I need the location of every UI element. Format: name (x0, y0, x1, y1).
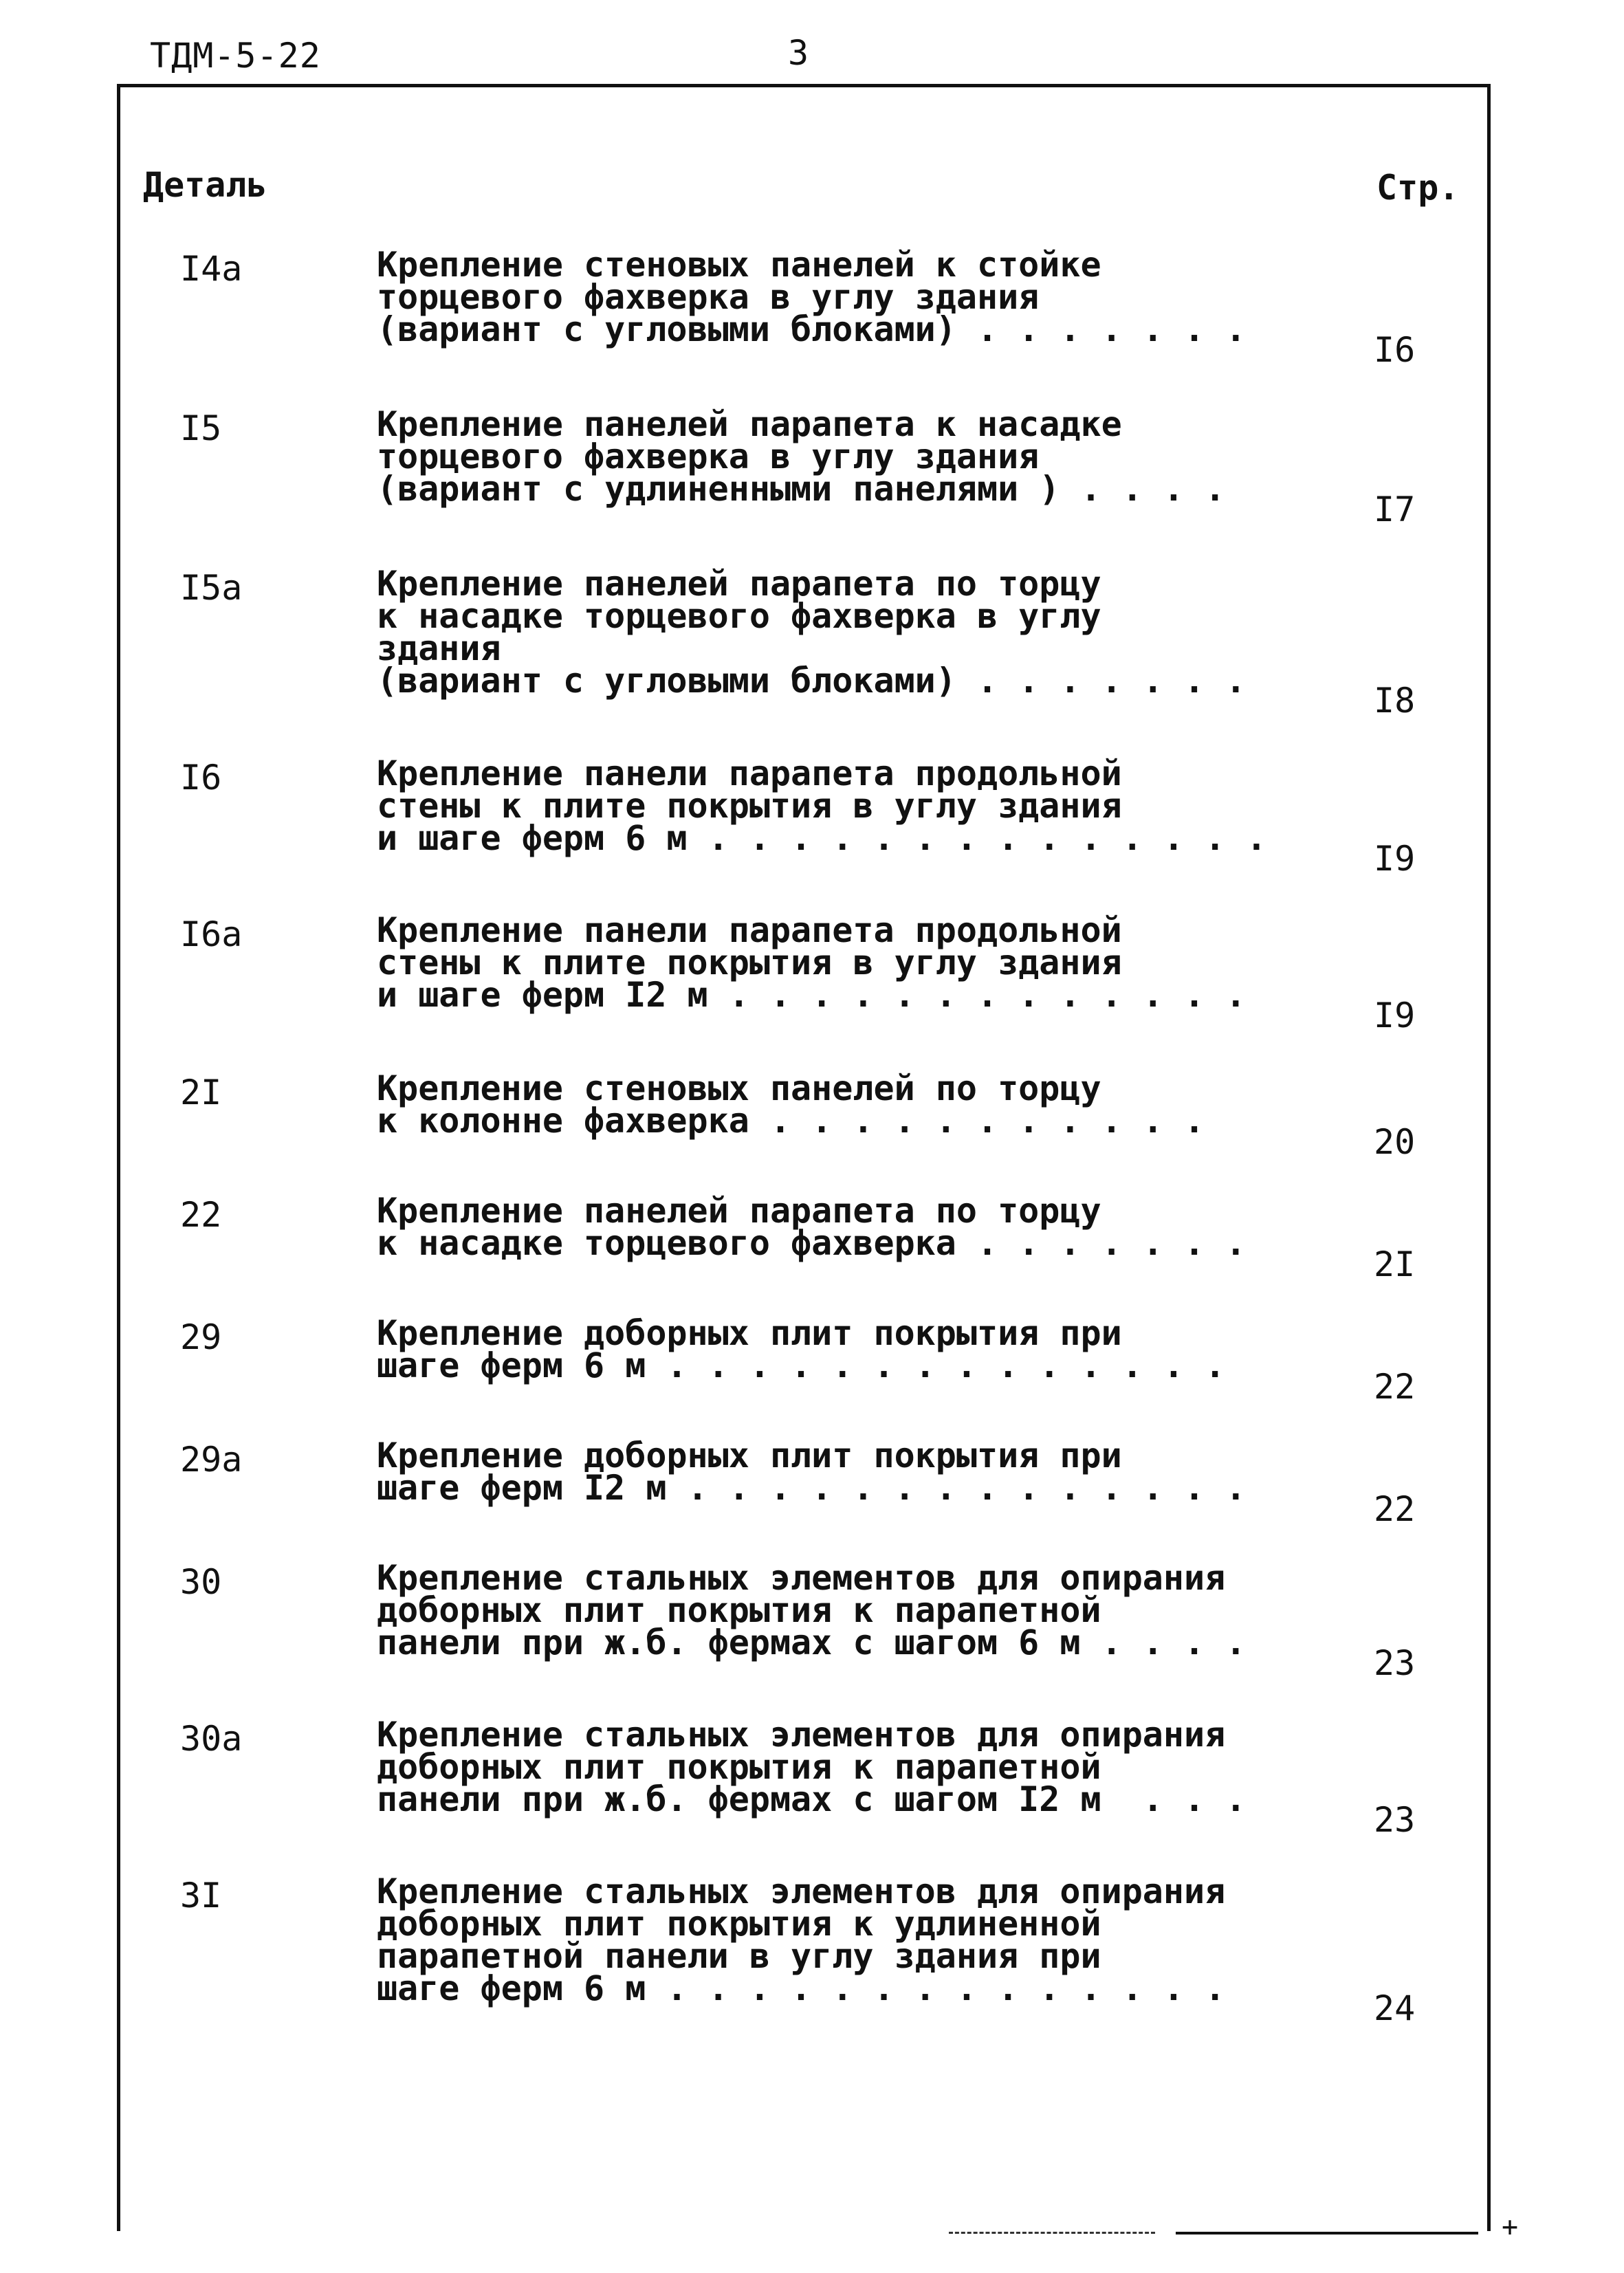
dot-leader: . . . . (1080, 1623, 1247, 1662)
entry-line-last (377, 975, 1284, 1015)
page-number: 3 (788, 33, 809, 73)
detail-number: I6a (180, 914, 243, 954)
entry-line: здания (377, 628, 501, 668)
detail-number: 3I (180, 1876, 222, 1915)
bottom-solid-rule (1176, 2232, 1478, 2234)
dot-leader: . . . . . . . . . . . . . . (646, 1968, 1226, 2008)
entry-line-text: (вариант с удлиненными панелями ) (377, 469, 1060, 509)
entry-line: стены к плите покрытия в углу здания (377, 943, 1122, 982)
dot-leader: . . . . . . . . . . . . . . (687, 818, 1267, 858)
page-ref: 22 (1374, 1367, 1416, 1407)
entry-line-last (377, 661, 1284, 701)
entry-line: Крепление панелей парапета по торцу (377, 564, 1101, 604)
entry-line-last (377, 309, 1284, 349)
detail-number: 29a (180, 1440, 243, 1480)
entry-line-last (377, 1968, 1284, 2008)
entry-line-text: (вариант с угловыми блоками) (377, 309, 956, 349)
entry-line: парапетной панели в углу здания при (377, 1936, 1101, 1976)
dot-leader: . . . . (1060, 469, 1226, 509)
dot-leader: . . . . . . . . . . . . . . (646, 1346, 1226, 1385)
entry-line-last (377, 1346, 1284, 1385)
bottom-dashed-rule (949, 2232, 1155, 2234)
entry-line: торцевого фахверка в углу здания (377, 277, 1040, 317)
detail-number: 2I (180, 1073, 222, 1112)
entry-line: торцевого фахверка в углу здания (377, 437, 1040, 476)
entry-description (377, 564, 1284, 701)
entry-line: доборных плит покрытия к удлиненной (377, 1904, 1101, 1944)
entry-line: Крепление доборных плит покрытия при (377, 1313, 1122, 1353)
page-ref: 22 (1374, 1489, 1416, 1529)
dot-leader: . . . . . . . (956, 309, 1247, 349)
entry-line-text: к колонне фахверка (377, 1101, 749, 1141)
entry-line: Крепление панелей парапета по торцу (377, 1191, 1101, 1231)
entry-description (377, 1871, 1284, 2008)
entry-description (377, 1191, 1284, 1263)
entry-description (377, 404, 1284, 509)
detail-number: 30 (180, 1562, 222, 1602)
entry-line-text: шаге ферм 6 м (377, 1346, 646, 1385)
entry-description (377, 245, 1284, 349)
entry-description (377, 1313, 1284, 1385)
column-header-detail: Деталь (143, 165, 267, 205)
page-ref: 24 (1374, 1988, 1416, 2028)
detail-number: 30a (180, 1719, 243, 1759)
entry-line: Крепление стальных элементов для опирания (377, 1715, 1226, 1755)
dot-leader: . . . . . . . . . . . . . . (666, 1468, 1247, 1508)
detail-number: I5a (180, 568, 243, 608)
entry-line: Крепление стальных элементов для опирания (377, 1558, 1226, 1598)
entry-line: Крепление доборных плит покрытия при (377, 1436, 1122, 1475)
detail-number: 22 (180, 1195, 222, 1235)
entry-line-text: и шаге ферм 6 м (377, 818, 688, 858)
entry-line: к насадке торцевого фахверка в углу (377, 596, 1101, 636)
entry-line-last (377, 1101, 1284, 1141)
dot-leader: . . . . . . . (956, 661, 1247, 701)
entry-line: доборных плит покрытия к парапетной (377, 1747, 1101, 1787)
entry-line-text: панели при ж.б. фермах с шагом 6 м (377, 1623, 1081, 1662)
page-ref: I9 (1374, 996, 1416, 1035)
dot-leader: . . . . . . . . . . . (749, 1101, 1205, 1141)
page-ref: I8 (1374, 681, 1416, 721)
entry-line: Крепление стеновых панелей по торцу (377, 1068, 1101, 1108)
document-code: ТДМ-5-22 (150, 36, 321, 76)
entry-line-text: и шаге ферм I2 м (377, 975, 708, 1015)
column-header-page: Стр. (1376, 168, 1460, 208)
page-ref: I7 (1374, 490, 1416, 529)
entry-line-text: панели при ж.б. фермах с шагом I2 м (377, 1779, 1101, 1819)
page-ref: I6 (1374, 330, 1416, 370)
entry-description (377, 1436, 1284, 1508)
entry-line: Крепление стальных элементов для опирания (377, 1871, 1226, 1911)
detail-number: I4a (180, 249, 243, 289)
dot-leader: . . . (1101, 1779, 1247, 1819)
detail-number: I5 (180, 408, 222, 448)
entry-description (377, 1715, 1284, 1819)
entry-line: стены к плите покрытия в углу здания (377, 786, 1122, 826)
page-ref: 23 (1374, 1800, 1416, 1840)
detail-number: I6 (180, 758, 222, 798)
page-ref: 20 (1374, 1122, 1416, 1162)
entry-line: Крепление панелей парапета к насадке (377, 404, 1122, 444)
entry-line-last (377, 469, 1284, 509)
page-ref: 23 (1374, 1643, 1416, 1683)
entry-line-text: шаге ферм I2 м (377, 1468, 667, 1508)
entry-description (377, 754, 1284, 858)
entry-line-last (377, 1468, 1284, 1508)
entry-line: Крепление панели парапета продольной (377, 754, 1122, 793)
page-ref: 2I (1374, 1244, 1416, 1284)
entry-line: Крепление панели парапета продольной (377, 910, 1122, 950)
entry-description (377, 1558, 1284, 1662)
entry-line-last (377, 1779, 1284, 1819)
dot-leader: . . . . . . . (956, 1223, 1247, 1263)
entry-line-text: (вариант с угловыми блоками) (377, 661, 956, 701)
page-ref: I9 (1374, 839, 1416, 879)
entry-line-last (377, 1623, 1284, 1662)
entry-line-last (377, 818, 1284, 858)
entry-line-text: шаге ферм 6 м (377, 1968, 646, 2008)
entry-line-last (377, 1223, 1284, 1263)
corner-mark: + (1502, 2211, 1519, 2243)
entry-line: Крепление стеновых панелей к стойке (377, 245, 1101, 285)
entry-description (377, 910, 1284, 1015)
entry-line-text: к насадке торцевого фахверка (377, 1223, 956, 1263)
entry-description (377, 1068, 1284, 1141)
detail-number: 29 (180, 1317, 222, 1357)
entry-line: доборных плит покрытия к парапетной (377, 1590, 1101, 1630)
dot-leader: . . . . . . . . . . . . . (707, 975, 1247, 1015)
